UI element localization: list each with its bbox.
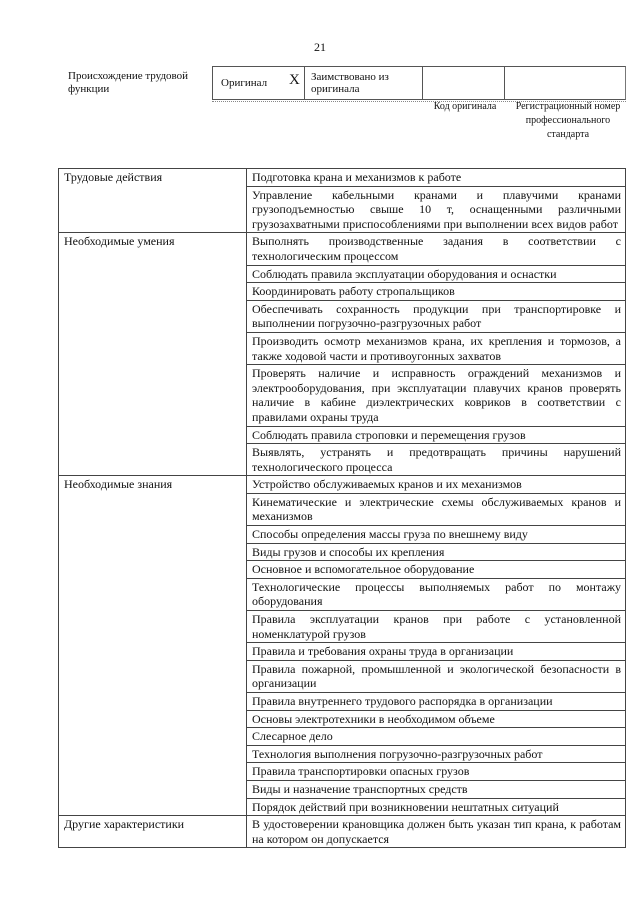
group-title: Другие характеристики [59,816,247,848]
registration-number-caption: Регистрационный номер профессионального стандарта [515,101,621,140]
registration-number-cell [504,66,626,100]
group-title: Трудовые действия [59,169,247,233]
table-cell: Выявлять, устранять и предотвращать причины нарушений технологического процесса [247,444,626,476]
table-cell: Слесарное дело [247,728,626,746]
table-cell: Правила пожарной, промышленной и экологической безопасности в организации [247,660,626,692]
table-cell: Правила транспортировки опасных грузов [247,763,626,781]
table-cell: Проверять наличие и исправность ограждений механизмов и электрооборудования, при эксплуатации плавучих кранов проверять наличие в кабине диэлектрических ковриков в соответствии с правилами охраны труда [247,365,626,426]
borrowed-label: Заимствовано из оригинала [311,71,389,95]
table-cell: Технологические процессы выполняемых работ по монтажу оборудования [247,578,626,610]
original-cell [212,66,304,100]
table-cell: Основы электротехники в необходимом объеме [247,710,626,728]
group-other-characteristics [59,816,626,848]
table-row [59,169,626,187]
table-row [59,476,626,494]
table-cell: Правила и требования охраны труда в организации [247,643,626,661]
original-mark: X [289,72,300,88]
table-cell: Кинематические и электрические схемы обслуживаемых кранов и механизмов [247,493,626,525]
table-cell: Управление кабельными кранами и плавучими кранами грузоподъемностью свыше 10 т, оснащенными различными грузозахватными приспособлениями при выполнении всех видов работ [247,186,626,233]
table-cell: Порядок действий при возникновении нештатных ситуаций [247,798,626,816]
table-cell: Способы определения массы груза по внешнему виду [247,526,626,544]
table-cell: Выполнять производственные задания в соответствии с технологическим процессом [247,233,626,265]
original-label: Оригинал [221,77,268,89]
group-title: Необходимые знания [59,476,247,816]
table-cell: Виды и назначение транспортных средств [247,780,626,798]
table-cell: Правила внутреннего трудового распорядка в организации [247,693,626,711]
table-cell: Производить осмотр механизмов крана, их крепления и тормозов, а также ходовой части и противоугонных захватов [247,332,626,364]
table-cell: Соблюдать правила эксплуатации оборудования и оснастки [247,265,626,283]
group-title: Необходимые умения [59,233,247,476]
group-required-skills [59,233,626,476]
table-row [59,816,626,848]
table-cell: В удостоверении крановщика должен быть указан тип крана, к работам на котором он допускается [247,816,626,848]
table-cell: Правила эксплуатации кранов при работе с установленной номенклатурой грузов [247,611,626,643]
table-row [59,233,626,265]
original-code-caption: Код оригинала [433,101,497,112]
table-cell: Основное и вспомогательное оборудование [247,561,626,579]
origin-table [212,66,626,100]
page-number: 21 [314,40,326,54]
table-cell: Виды грузов и способы их крепления [247,543,626,561]
table-cell: Обеспечивать сохранность продукции при транспортировке и выполнении погрузочно-разгрузочных работ [247,300,626,332]
group-required-knowledge [59,476,626,816]
table-cell: Технология выполнения погрузочно-разгрузочных работ [247,745,626,763]
table-cell: Соблюдать правила строповки и перемещения грузов [247,426,626,444]
origin-label: Происхождение трудовой функции [68,70,189,95]
function-table [58,168,626,848]
table-cell: Устройство обслуживаемых кранов и их механизмов [247,476,626,494]
group-labor-actions [59,169,626,233]
table-cell: Подготовка крана и механизмов к работе [247,169,626,187]
original-code-cell [422,66,504,100]
table-cell: Координировать работу стропальщиков [247,283,626,301]
borrowed-cell [304,66,422,100]
